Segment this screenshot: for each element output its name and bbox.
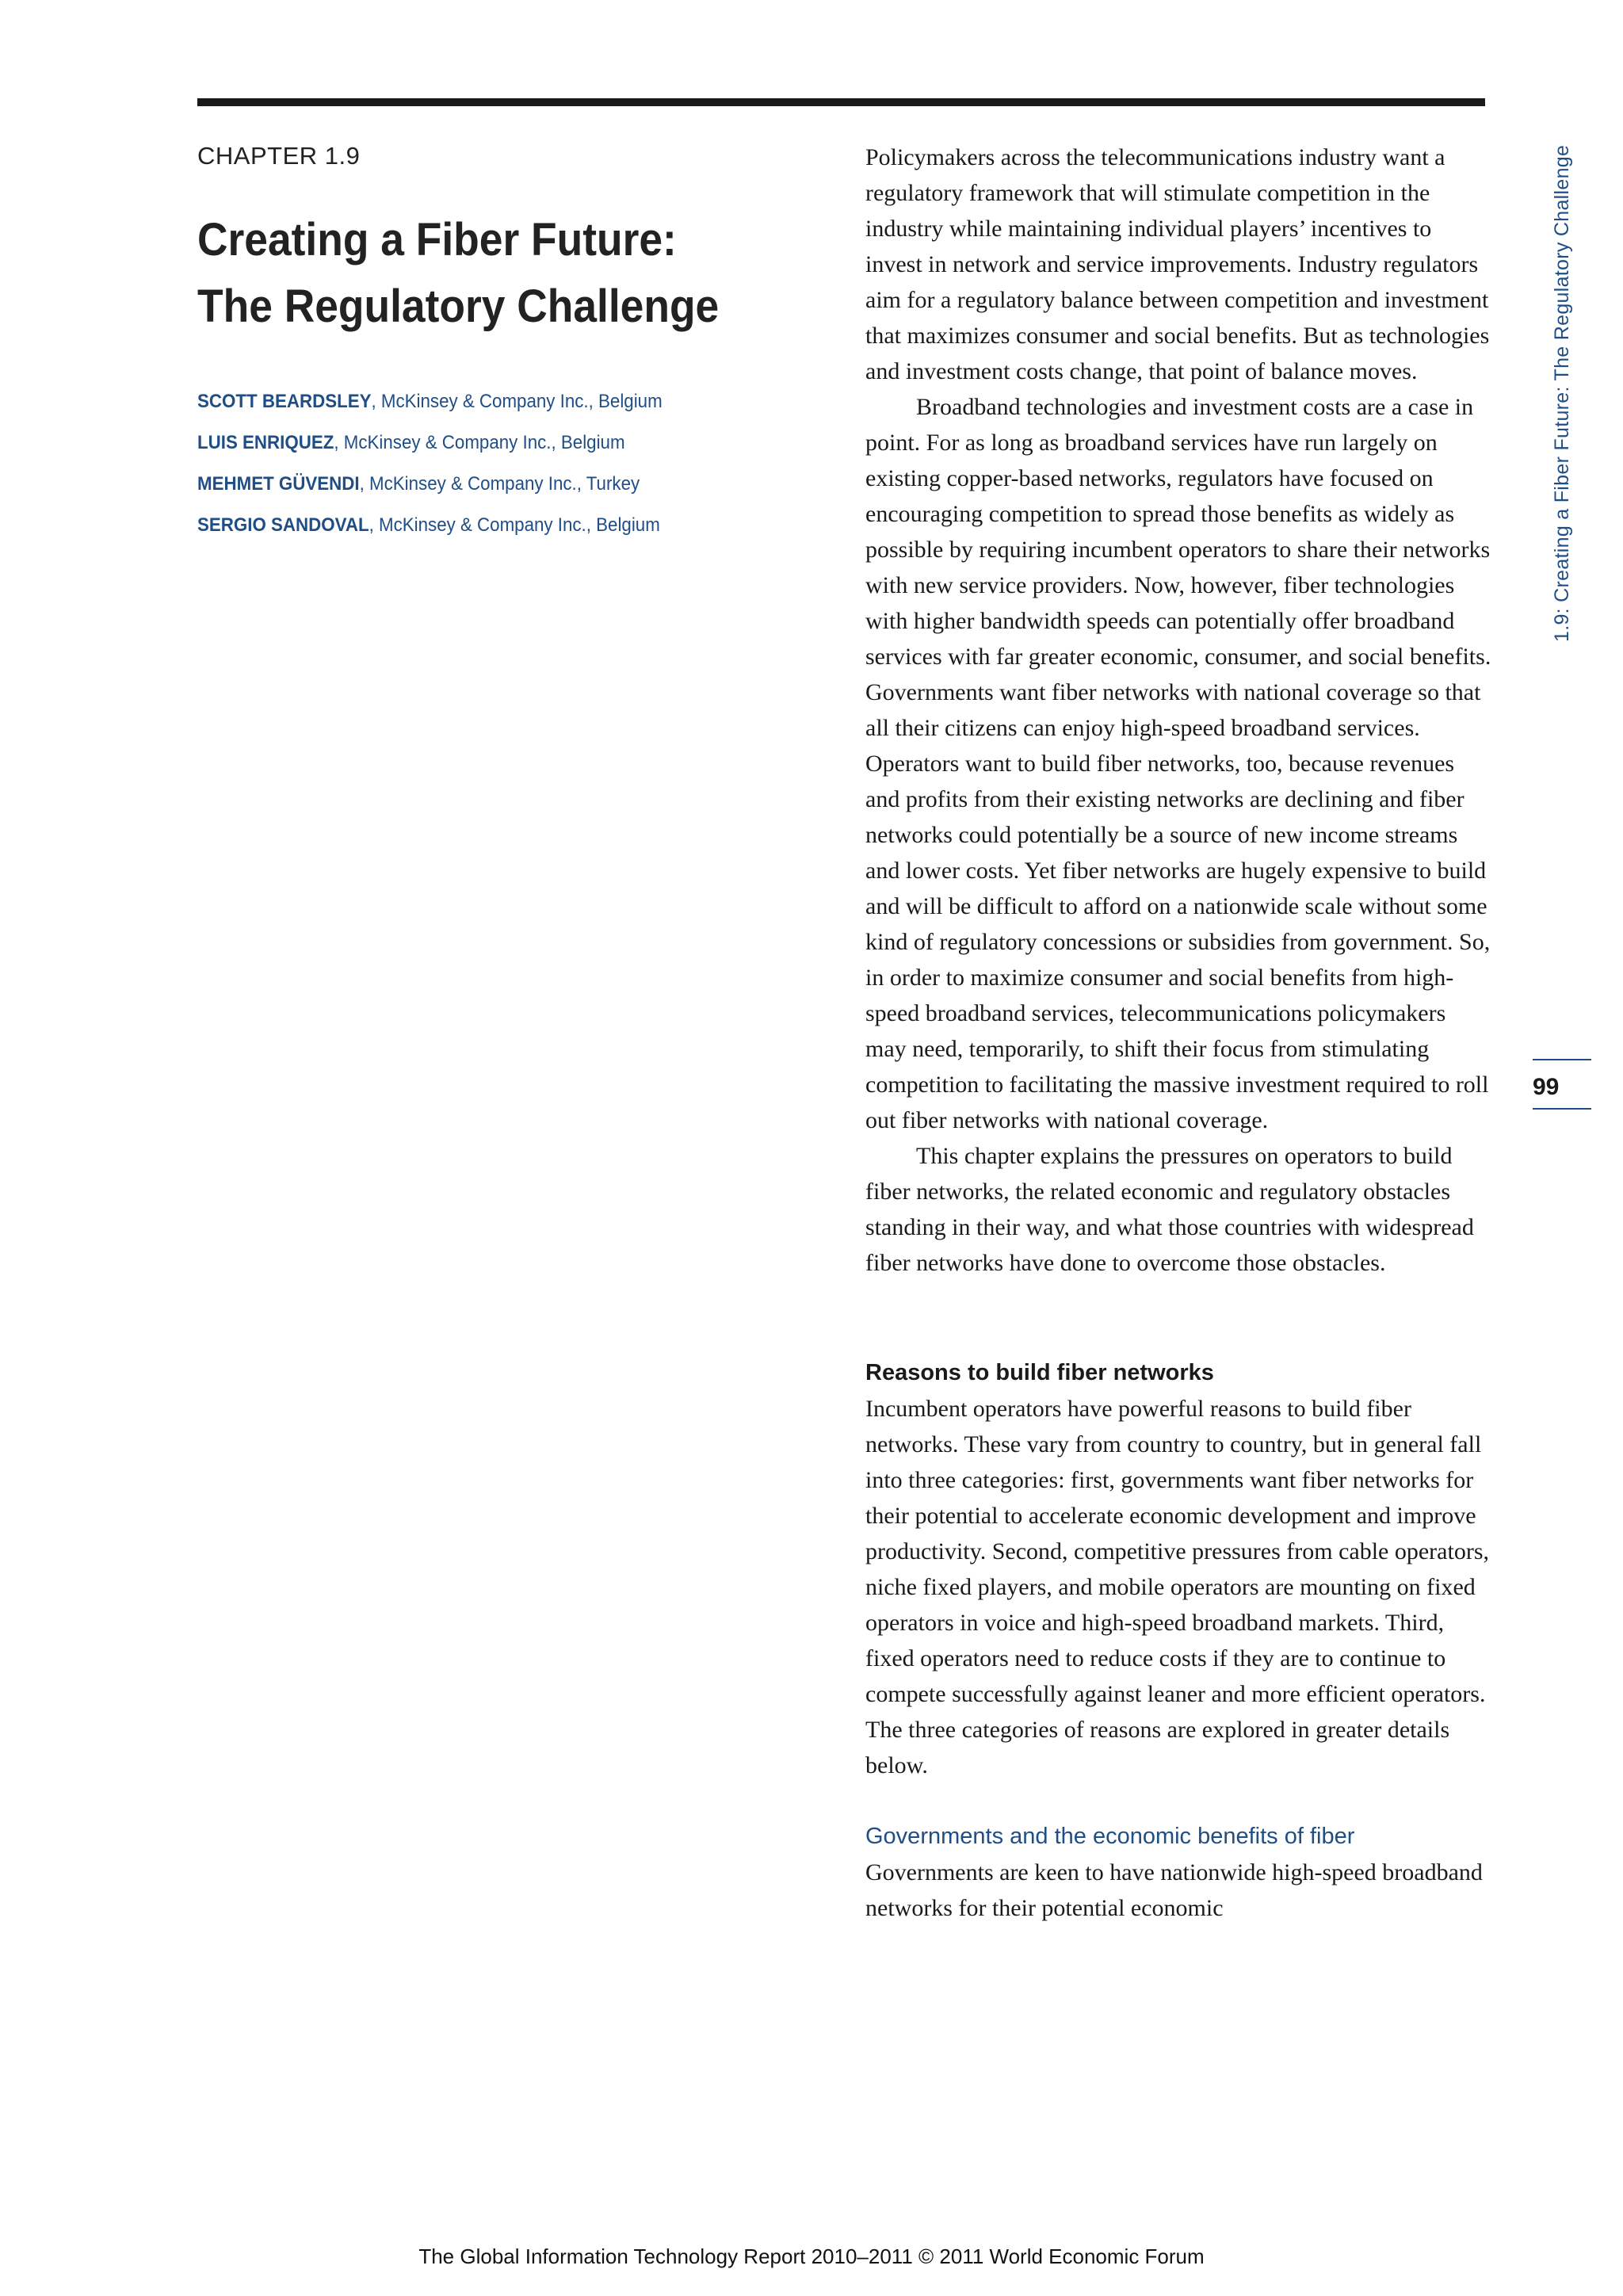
author-affiliation: , McKinsey & Company Inc., Belgium xyxy=(334,432,625,454)
author-row xyxy=(197,422,728,464)
page-number-rule-bottom xyxy=(1533,1108,1591,1110)
running-head: 1.9: Creating a Fiber Future: The Regulatory Challenge xyxy=(1551,144,1573,642)
section-heading: Reasons to build fiber networks xyxy=(865,1360,1214,1385)
page-number: 99 xyxy=(1533,1074,1560,1100)
chapter-header xyxy=(197,141,768,546)
chapter-title-line-1: Creating a Fiber Future: xyxy=(197,214,677,266)
page-number-rule-top xyxy=(1533,1059,1591,1060)
author-row xyxy=(197,505,728,546)
chapter-title xyxy=(197,207,722,340)
body-paragraph-1: Policymakers across the telecommunications industry want a regulatory framework that will stimulate competition in the industry while maintaining individual players’ incentives to invest in network and service improvements. Industry regulators aim for a regulatory balance between competition and investment that maximizes consumer and social benefits. But as technologies and investment costs change, that point of balance moves. xyxy=(865,144,1490,384)
author-name: SCOTT BEARDSLEY xyxy=(197,391,372,413)
author-row xyxy=(197,381,728,422)
body-paragraph-2: Broadband technologies and investment costs are a case in point. For as long as broadband services have run largely on existing copper-based networks, regulators have focused on encouraging competition to spread those benefits as widely as possible by requiring incumbent operators to share their networks with new service providers. Now, however, fiber technologies with higher bandwidth speeds can potentially offer broadband services with far greater economic, consumer, and social benefits. Governments want fiber networks with national coverage so that all their citizens can enjoy high-speed broadband services. Operators want to build fiber networks, too, because revenues and profits from their existing networks are declining and fiber networks could potentially be a source of new income streams and lower costs. Yet fiber networks are hugely expensive to build and will be difficult to afford on a nationwide scale without some kind of regulatory concessions or subsidies from government. So, in order to maximize consumer and social benefits from high-speed broadband services, telecommunications policymakers may need, temporarily, to shift their focus from stimulating competition to facilitating the massive investment required to roll out fiber networks with national coverage. xyxy=(865,394,1491,1133)
author-name: SERGIO SANDOVAL xyxy=(197,514,369,537)
author-list xyxy=(197,381,728,546)
author-row xyxy=(197,464,728,505)
chapter-title-line-2: The Regulatory Challenge xyxy=(197,281,720,333)
chapter-label: CHAPTER 1.9 xyxy=(197,142,361,170)
author-affiliation: , McKinsey & Company Inc., Turkey xyxy=(359,473,640,495)
body-paragraph-3: This chapter explains the pressures on operators to build fiber networks, the related economic and regulatory obstacles standing in their way, and what those countries with widespread fiber networks have done to overcome those obstacles. xyxy=(865,1143,1474,1276)
author-affiliation: , McKinsey & Company Inc., Belgium xyxy=(369,514,660,537)
body-paragraph-5: Governments are keen to have nationwide high-speed broadband networks for their potential economic xyxy=(865,1859,1483,1921)
author-name: LUIS ENRIQUEZ xyxy=(197,432,334,454)
body-paragraph-4: Incumbent operators have powerful reasons to build fiber networks. These vary from country to country, but in general fall into three categories: first, governments want fiber networks for their potential to accelerate economic development and improve productivity. Second, competitive pressures from cable operators, niche fixed players, and mobile operators are mounting on fixed operators in voice and high-speed broadband markets. Third, fixed operators need to reduce costs if they are to continue to compete successfully against leaner and more efficient operators. The three categories of reasons are explored in greater details below. xyxy=(865,1396,1489,1778)
subsection-heading: Governments and the economic benefits of fiber xyxy=(865,1824,1355,1849)
page-footer: The Global Information Technology Report 2010–2011 © 2011 World Economic Forum xyxy=(418,2244,1205,2268)
author-name: MEHMET GÜVENDI xyxy=(197,473,360,495)
body-text-column xyxy=(865,139,1491,1926)
author-affiliation: , McKinsey & Company Inc., Belgium xyxy=(371,391,663,413)
top-rule xyxy=(197,98,1485,106)
